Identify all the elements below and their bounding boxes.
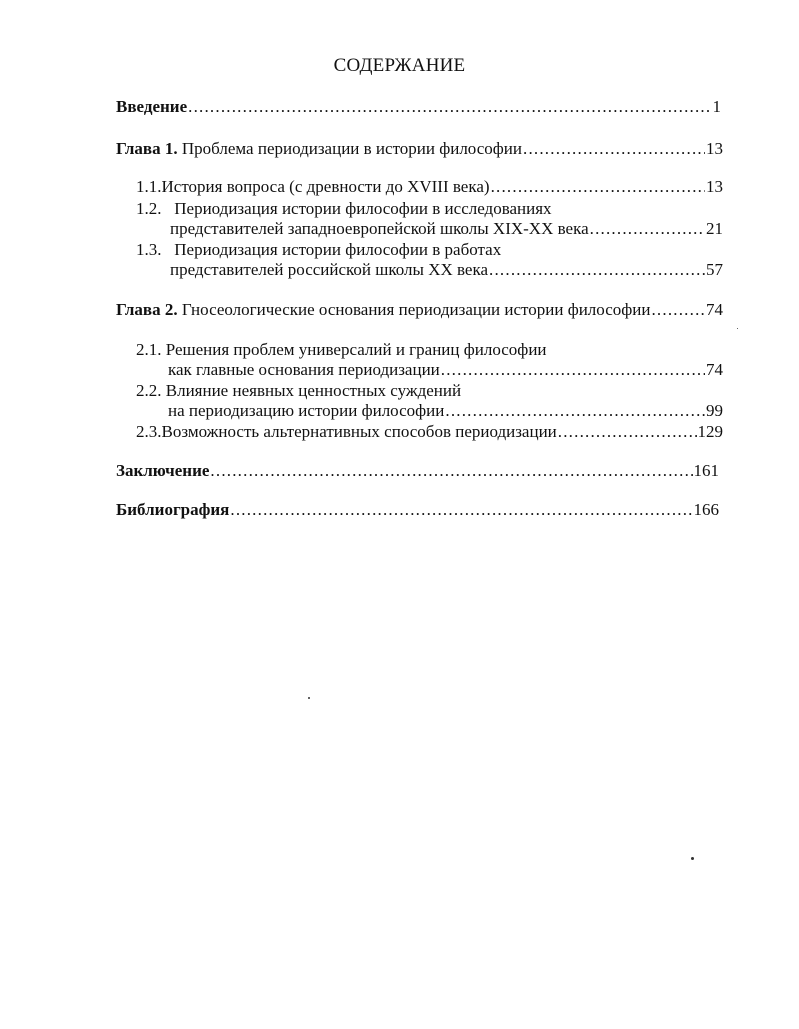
toc-entry-section-2-2 (168, 401, 723, 421)
section-title-continued: представителей западноевропейской школы XIX-XX века (170, 219, 589, 238)
toc-entry-bibliography (116, 500, 719, 520)
section-title: Решения проблем универсалий и границ философии (165, 340, 547, 359)
dot-leader (210, 461, 692, 481)
dot-leader (558, 422, 697, 442)
toc-page-number: 129 (697, 422, 723, 441)
section-title-continued: на периодизацию истории философии (168, 401, 445, 420)
toc-entry-section-1-2 (170, 219, 723, 239)
toc-page-number: 166 (693, 500, 719, 519)
chapter-title: Гносеологические основания периодизации истории философии (181, 300, 651, 319)
toc-entry-label: Введение (116, 97, 188, 116)
section-title: Возможность альтернативных способов периодизации (161, 422, 557, 441)
dot-leader (188, 97, 711, 117)
toc-page-number: 74 (706, 300, 723, 319)
toc-page-number: 57 (706, 260, 723, 279)
toc-entry-chapter-1 (116, 139, 723, 159)
toc-page-number: 13 (706, 139, 723, 158)
toc-entry-section-2-3 (136, 422, 723, 442)
dot-leader (651, 300, 705, 320)
toc-page-number: 1 (712, 97, 721, 116)
section-title-continued: представителей российской школы XX века (170, 260, 489, 279)
dot-leader (590, 219, 705, 239)
scan-speck (737, 328, 738, 329)
section-title-continued: как главные основания периодизации (168, 360, 440, 379)
toc-entry-section-1-2-line-1 (136, 199, 552, 219)
toc-entry-label: Заключение (116, 461, 210, 480)
page-title: СОДЕРЖАНИЕ (333, 55, 466, 76)
section-title: История вопроса (с древности до XVIII века) (161, 177, 490, 196)
toc-entry-section-2-2-line-1 (136, 381, 461, 401)
toc-entry-conclusion (116, 461, 719, 481)
section-number: 2.3. (136, 422, 162, 441)
section-number: 1.2. (136, 199, 162, 218)
section-title: Влияние неявных ценностных суждений (165, 381, 462, 400)
toc-page-number: 161 (693, 461, 719, 480)
section-number: 2.1. (136, 340, 162, 359)
toc-entry-label: Библиография (116, 500, 230, 519)
toc-page-number: 13 (706, 177, 723, 196)
dot-leader (445, 401, 705, 421)
chapter-title: Проблема периодизации в истории философии (181, 139, 522, 158)
toc-entry-chapter-2 (116, 300, 723, 320)
scan-speck (691, 857, 694, 860)
dot-leader (523, 139, 705, 159)
section-number: 2.2. (136, 381, 162, 400)
toc-page-number: 21 (706, 219, 723, 238)
toc-entry-section-2-1 (168, 360, 723, 380)
toc-entry-introduction (116, 97, 721, 117)
dot-leader (489, 260, 705, 280)
dot-leader (491, 177, 705, 197)
toc-entry-section-1-1 (136, 177, 723, 197)
section-title: Периодизация истории философии в исследованиях (174, 199, 552, 218)
section-number: 1.1. (136, 177, 162, 196)
toc-page-number: 74 (706, 360, 723, 379)
chapter-label: Глава 2. (116, 300, 178, 319)
chapter-label: Глава 1. (116, 139, 178, 158)
toc-entry-section-1-3-line-1 (136, 240, 501, 260)
toc-entry-section-2-1-line-1 (136, 340, 547, 360)
dot-leader (441, 360, 705, 380)
toc-page-number: 99 (706, 401, 723, 420)
dot-leader (230, 500, 692, 520)
scan-speck (308, 697, 310, 699)
toc-entry-section-1-3 (170, 260, 723, 280)
section-title: Периодизация истории философии в работах (174, 240, 502, 259)
section-number: 1.3. (136, 240, 162, 259)
